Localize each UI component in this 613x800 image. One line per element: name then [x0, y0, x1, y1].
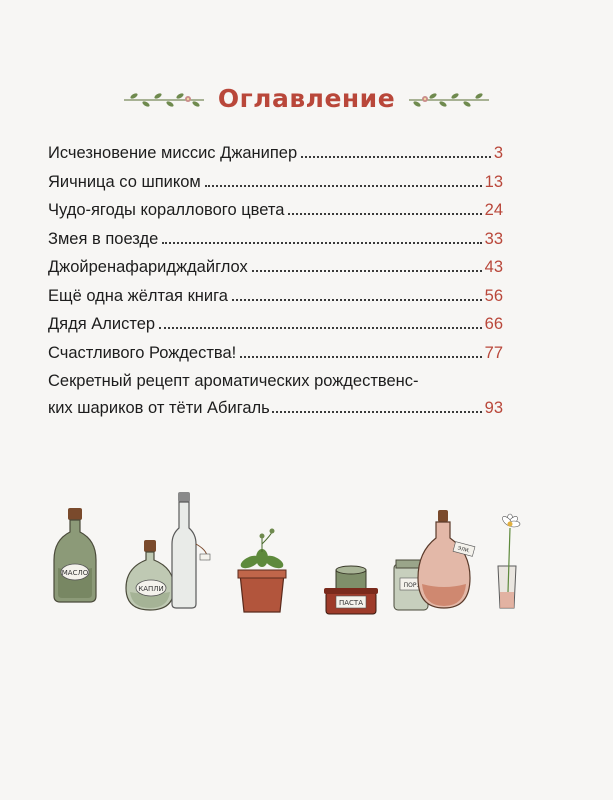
- toc-entry-title: Ещё одна жёлтая книга: [48, 286, 228, 305]
- toc-entry[interactable]: [48, 340, 503, 367]
- paste-jar-icon: [324, 588, 378, 614]
- right-vine-ornament: [407, 89, 491, 109]
- toc-entry-page: 66: [484, 315, 503, 333]
- toc-entry-title-line1: Секретный рецепт ароматических рождественс-: [48, 372, 419, 390]
- toc-entry-title: Счастливого Рождества!: [48, 343, 237, 362]
- page-title: Оглавление: [217, 84, 396, 113]
- toc-entry-title: Яичница со шпиком: [48, 172, 201, 191]
- toc-entry-title: Чудо-ягоды кораллового цвета: [48, 201, 285, 219]
- toc-heading: [0, 84, 613, 113]
- dot-leader: [232, 299, 482, 301]
- toc-entry-page: 43: [484, 258, 503, 276]
- toc-entry-title: Исчезновение миссис Джанипер: [48, 144, 298, 162]
- drops-bottle-icon: [126, 540, 174, 610]
- toc-entry-page: 93: [484, 399, 503, 417]
- toc-entry-page: 33: [484, 229, 503, 248]
- kitchen-jars-illustration: [50, 488, 540, 618]
- toc-entry-title-line2: ких шариков от тёти Абигаль: [48, 399, 270, 417]
- toc-entry-page: 13: [484, 172, 503, 191]
- toc-entry[interactable]: [48, 311, 503, 338]
- toc-entry[interactable]: [48, 197, 503, 224]
- toc-entry-title: Дядя Алистер: [48, 315, 156, 333]
- toc-entry[interactable]: [48, 169, 503, 196]
- toc-entry-page: 3: [493, 144, 503, 162]
- dot-leader: [252, 270, 482, 272]
- dot-leader: [272, 411, 482, 413]
- dot-leader: [240, 356, 481, 358]
- dot-leader: [205, 185, 482, 187]
- toc-entry-page: 77: [484, 343, 503, 362]
- dot-leader: [159, 327, 482, 329]
- dot-leader: [288, 213, 481, 215]
- dot-leader: [301, 156, 491, 158]
- flower-glass-icon: [498, 514, 520, 608]
- toc-entry[interactable]: [48, 283, 503, 310]
- toc-entry-title: Джойренафаридждайглох: [48, 258, 248, 276]
- toc-entry[interactable]: [48, 226, 503, 253]
- oil-bottle-icon: [54, 508, 96, 602]
- left-vine-ornament: [122, 89, 206, 109]
- toc-entry-page: 24: [484, 201, 503, 219]
- toc-entry[interactable]: [48, 254, 503, 281]
- toc-entry-title: Змея в поезде: [48, 229, 159, 248]
- table-of-contents: [48, 140, 503, 424]
- toc-entry-page: 56: [484, 286, 503, 305]
- vial-label: ЭЛИ.: [456, 545, 471, 555]
- toc-entry-multiline[interactable]: [48, 368, 503, 422]
- oil-label: МАСЛО: [61, 569, 89, 577]
- toc-entry[interactable]: [48, 140, 503, 167]
- drops-label: КАПЛИ: [138, 585, 164, 593]
- potted-plant-icon: [238, 529, 286, 613]
- powder-label: ПОР.: [403, 582, 419, 589]
- flask-icon: [418, 510, 475, 608]
- dot-leader: [162, 242, 481, 244]
- paste-label: ПАСТА: [338, 599, 364, 607]
- tall-bottle-icon: [172, 492, 210, 608]
